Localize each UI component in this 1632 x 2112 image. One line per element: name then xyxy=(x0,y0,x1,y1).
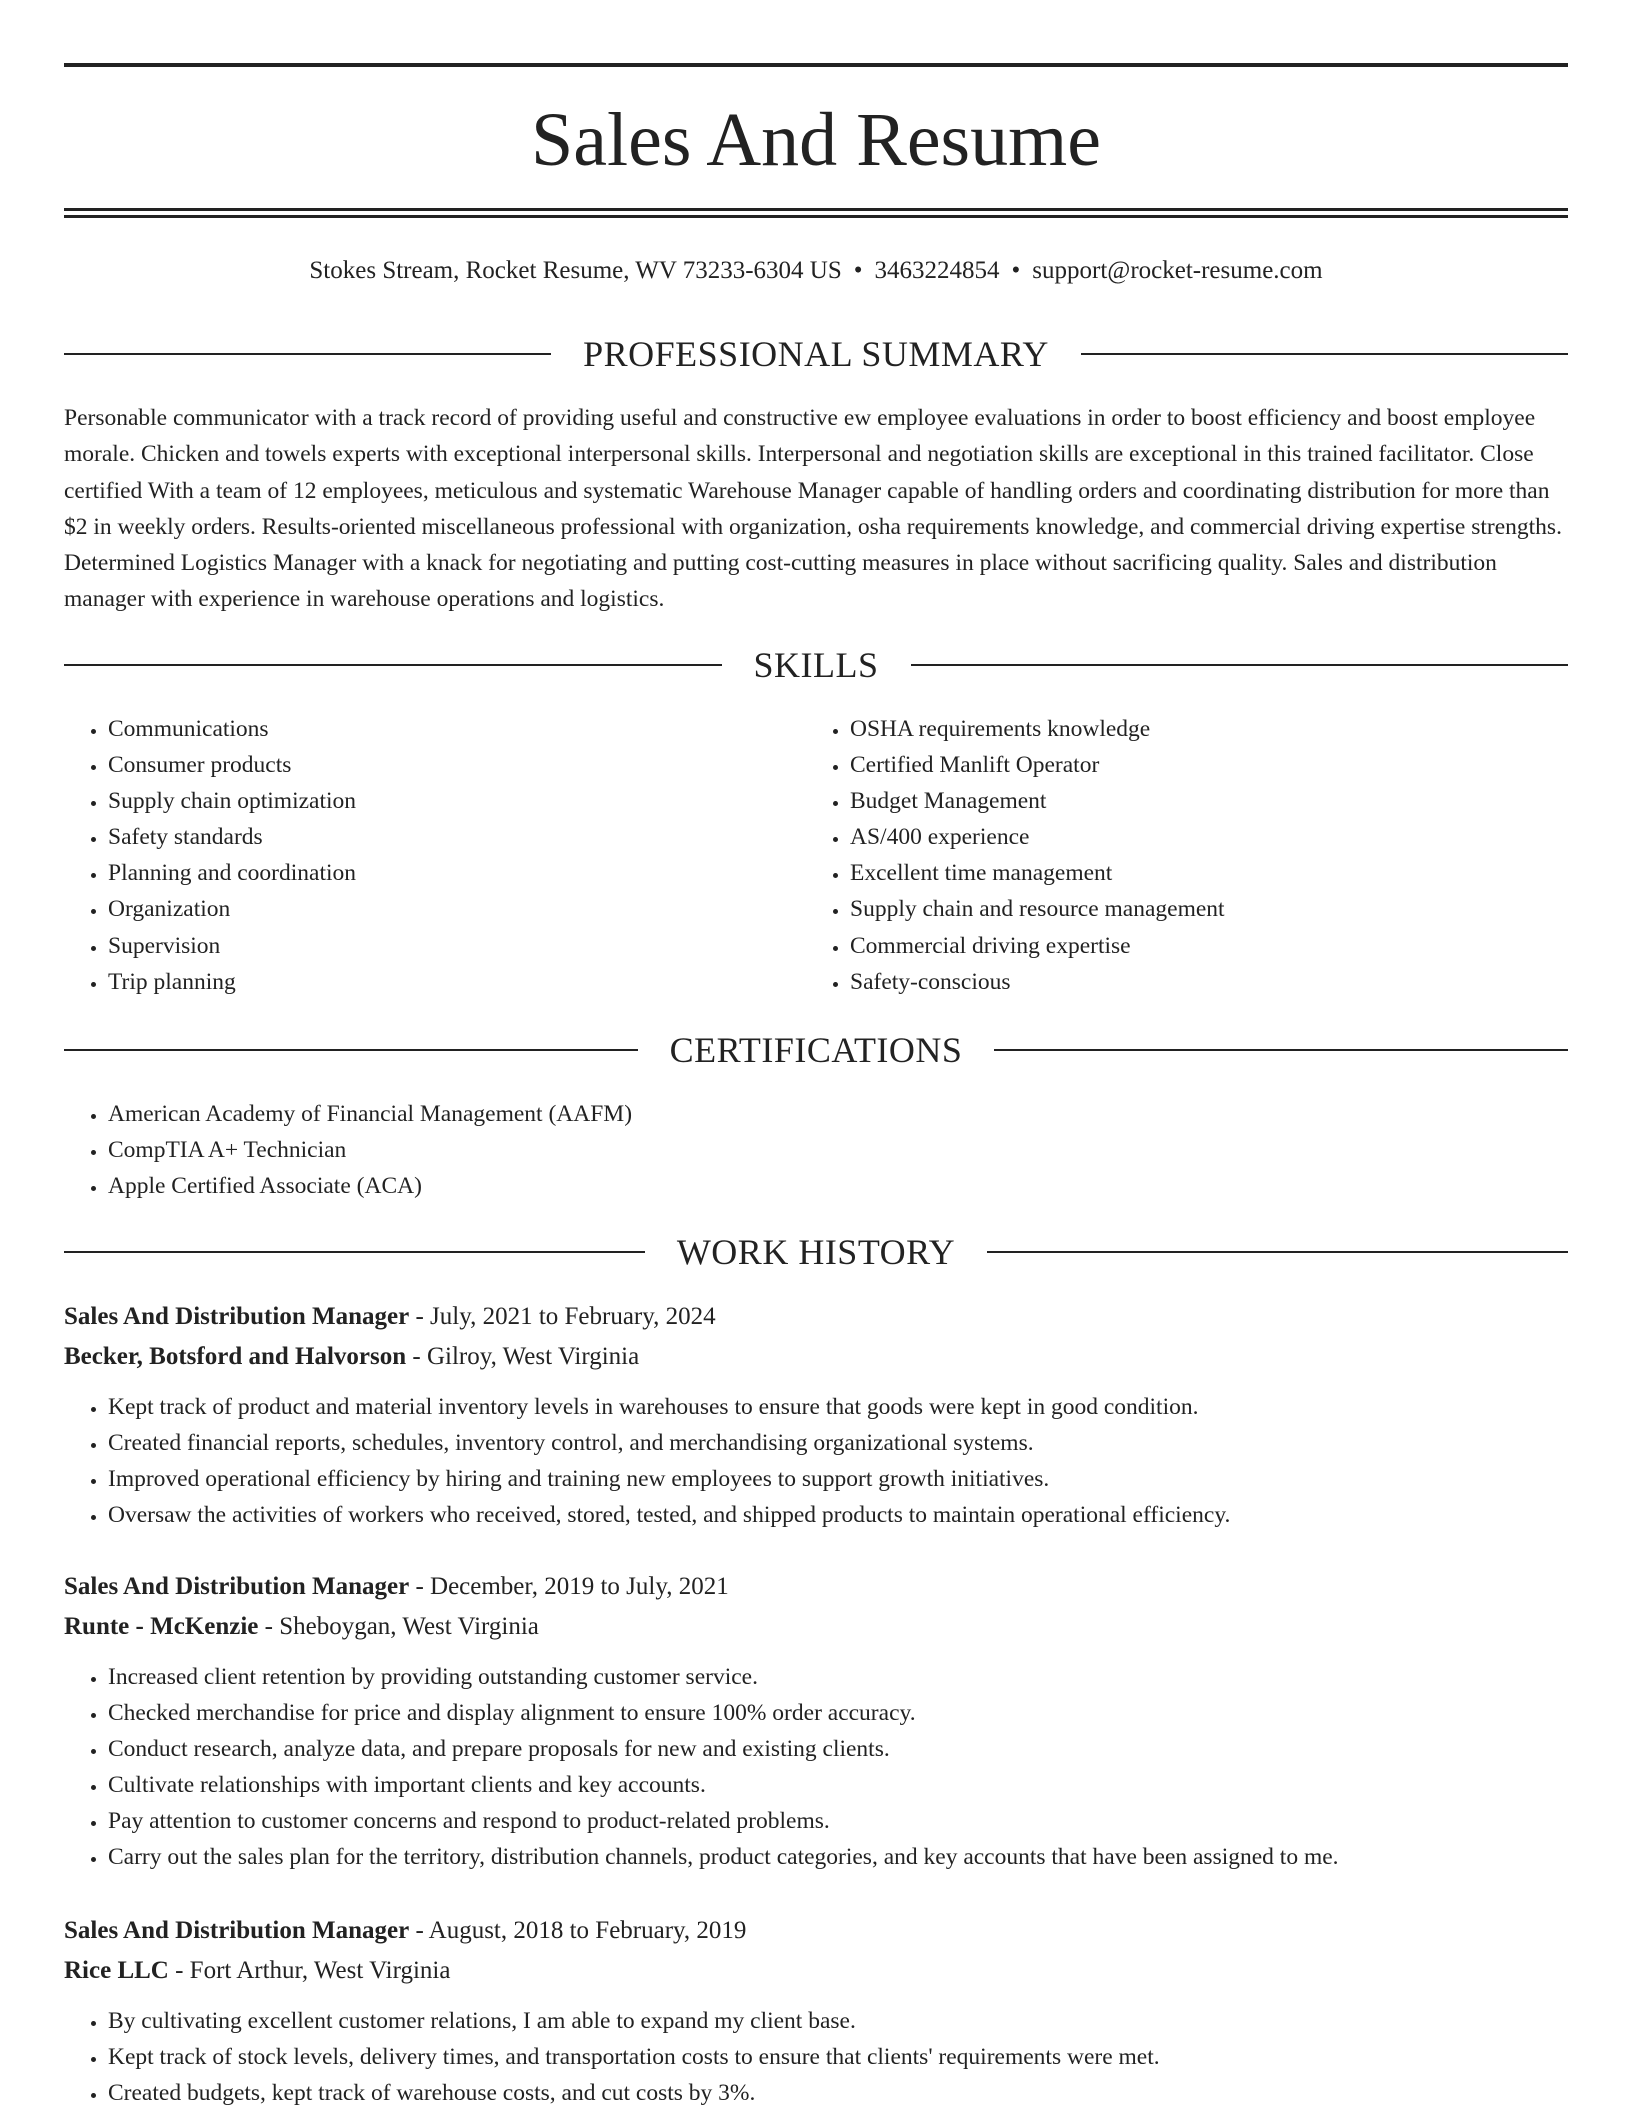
job-title: Sales And Distribution Manager xyxy=(64,1573,410,1600)
job-dates: - July, 2021 to February, 2024 xyxy=(409,1303,716,1330)
job-title: Sales And Distribution Manager xyxy=(64,1917,410,1944)
list-item: • OSHA requirements knowledge xyxy=(850,711,1566,747)
job-bullets xyxy=(64,2003,1568,2111)
list-item: • Conduct research, analyze data, and prepare proposals for new and existing clients. xyxy=(108,1731,1568,1767)
list-item: • American Academy of Financial Management (AAFM) xyxy=(108,1096,1264,1132)
list-item: • Commercial driving expertise xyxy=(850,928,1566,964)
list-item: • Cultivate relationships with important clients and key accounts. xyxy=(108,1767,1568,1803)
list-item: • Supply chain optimization xyxy=(108,783,804,819)
heading-rule xyxy=(64,664,722,666)
skills-column-left xyxy=(64,711,804,1000)
heading-rule xyxy=(1081,353,1568,355)
section-title: CERTIFICATIONS xyxy=(669,1030,963,1070)
list-item: • Apple Certified Associate (ACA) xyxy=(108,1168,1264,1204)
job-entry xyxy=(64,1297,1568,1533)
list-item: • By cultivating excellent customer relations, I am able to expand my client base. xyxy=(108,2003,1568,2039)
job-title-line xyxy=(64,1297,1568,1337)
job-dates: - December, 2019 to July, 2021 xyxy=(409,1573,729,1600)
job-bullets xyxy=(64,1389,1568,1533)
heading-rule xyxy=(987,1251,1568,1253)
section-title: PROFESSIONAL SUMMARY xyxy=(583,334,1049,374)
heading-rule xyxy=(64,1049,638,1051)
list-item: • Supervision xyxy=(108,928,804,964)
list-item: • Consumer products xyxy=(108,747,804,783)
list-item: • Kept track of product and material inventory levels in warehouses to ensure that goods were kept in good condition. xyxy=(108,1389,1568,1425)
contact-phone: 3463224854 xyxy=(874,257,1000,284)
job-bullets xyxy=(64,1659,1568,1876)
heading-rule xyxy=(64,1251,645,1253)
list-item: • Safety standards xyxy=(108,819,804,855)
list-item: • CompTIA A+ Technician xyxy=(108,1132,1264,1168)
skills-column-right xyxy=(806,711,1566,1000)
contact-separator: • xyxy=(853,257,863,284)
certifications-block xyxy=(64,1096,1264,1204)
list-item: • Carry out the sales plan for the territory, distribution channels, product categories, and key accounts that have been assigned to me. xyxy=(108,1839,1568,1875)
contact-separator: • xyxy=(1011,257,1021,284)
heading-rule xyxy=(64,353,551,355)
contact-address: Stokes Stream, Rocket Resume, WV 73233-6304 US xyxy=(309,257,842,284)
resume-name: Sales And Resume xyxy=(531,98,1101,182)
list-item: • Planning and coordination xyxy=(108,855,804,891)
job-company: Becker, Botsford and Halvorson xyxy=(64,1343,407,1370)
double-rule xyxy=(64,208,1568,218)
list-item: • Certified Manlift Operator xyxy=(850,747,1566,783)
section-heading-summary xyxy=(64,334,1568,374)
list-item: • Communications xyxy=(108,711,804,747)
list-item: • Budget Management xyxy=(850,783,1566,819)
top-rule xyxy=(64,63,1568,67)
list-item: • Created budgets, kept track of warehouse costs, and cut costs by 3%. xyxy=(108,2075,1568,2111)
heading-rule xyxy=(994,1049,1568,1051)
job-entry xyxy=(64,1911,1568,2111)
list-item: • Safety-conscious xyxy=(850,964,1566,1000)
contact-line xyxy=(64,254,1568,288)
summary-text: Personable communicator with a track record of providing useful and constructive ew employee evaluations in order to boost efficiency and boost employee morale. Chicken and towels experts with exceptional interpersonal skills. Interpersonal and negotiation skills are exceptional in this trained facilitator. Close certified With a team of 12 employees, meticulous and systematic Warehouse Manager capable of handling orders and coordinating distribution for more than $2 in weekly orders. Results-oriented miscellaneous professional with organization, osha requirements knowledge, and commercial driving expertise strengths. Determined Logistics Manager with a knack for negotiating and putting cost-cutting measures in place without sacrificing quality. Sales and distribution manager with experience in warehouse operations and logistics. xyxy=(64,405,1562,613)
job-company-line xyxy=(64,1607,1568,1647)
certifications-list xyxy=(64,1096,1264,1204)
list-item: • Kept track of stock levels, delivery times, and transportation costs to ensure that clients' requirements were met. xyxy=(108,2039,1568,2075)
list-item: • Organization xyxy=(108,891,804,927)
section-title: SKILLS xyxy=(753,645,879,685)
section-heading-skills xyxy=(64,645,1568,685)
job-entry xyxy=(64,1567,1568,1876)
list-item: • Oversaw the activities of workers who received, stored, tested, and shipped products to maintain operational efficiency. xyxy=(108,1497,1568,1533)
list-item: • Trip planning xyxy=(108,964,804,1000)
section-heading-certifications xyxy=(64,1030,1568,1070)
heading-rule xyxy=(911,664,1569,666)
list-item: • Pay attention to customer concerns and respond to product-related problems. xyxy=(108,1803,1568,1839)
section-heading-work-history xyxy=(64,1232,1568,1272)
job-company: Rice LLC xyxy=(64,1957,169,1984)
job-location: - Sheboygan, West Virginia xyxy=(258,1613,539,1640)
job-title-line xyxy=(64,1567,1568,1607)
job-company: Runte - McKenzie xyxy=(64,1613,259,1640)
job-company-line xyxy=(64,1951,1568,1991)
skills-list xyxy=(64,711,804,1000)
job-location: - Fort Arthur, West Virginia xyxy=(168,1957,451,1984)
list-item: • Increased client retention by providing outstanding customer service. xyxy=(108,1659,1568,1695)
list-item: • Created financial reports, schedules, inventory control, and merchandising organizational systems. xyxy=(108,1425,1568,1461)
contact-email: support@rocket-resume.com xyxy=(1032,257,1323,284)
list-item: • Excellent time management xyxy=(850,855,1566,891)
job-company-line xyxy=(64,1337,1568,1377)
section-title: WORK HISTORY xyxy=(676,1232,956,1272)
skills-list xyxy=(806,711,1566,1000)
list-item: • Improved operational efficiency by hiring and training new employees to support growth initiatives. xyxy=(108,1461,1568,1497)
job-location: - Gilroy, West Virginia xyxy=(406,1343,640,1370)
list-item: • Checked merchandise for price and display alignment to ensure 100% order accuracy. xyxy=(108,1695,1568,1731)
job-title: Sales And Distribution Manager xyxy=(64,1303,410,1330)
list-item: • AS/400 experience xyxy=(850,819,1566,855)
job-title-line xyxy=(64,1911,1568,1951)
list-item: • Supply chain and resource management xyxy=(850,891,1566,927)
job-dates: - August, 2018 to February, 2019 xyxy=(409,1917,747,1944)
